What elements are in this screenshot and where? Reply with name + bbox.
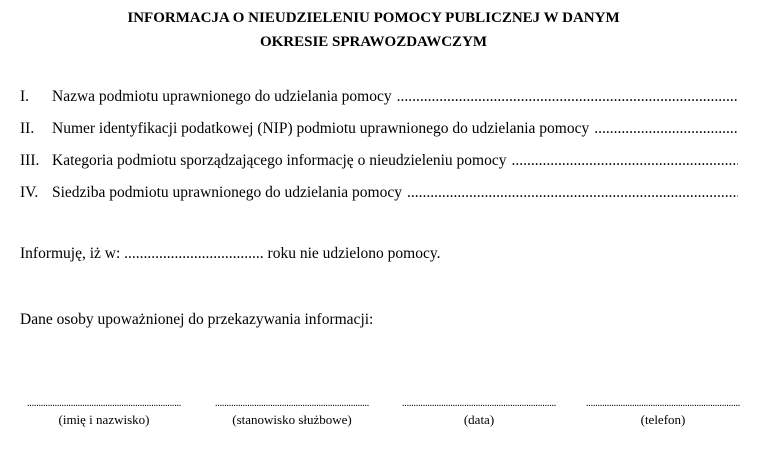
signature-dotted-line[interactable]: [586, 398, 740, 410]
field-row-kategoria: [20, 150, 738, 172]
document-title-line-2: OKRESIE SPRAWOZDAWCZYM: [259, 34, 488, 50]
field-row-siedziba: [20, 182, 738, 204]
item-number: II.: [20, 120, 35, 137]
signature-dotted-line[interactable]: [402, 398, 556, 410]
field-row-nazwa: [20, 86, 738, 108]
item-number: IV.: [20, 184, 39, 201]
fill-in-dotted-line[interactable]: [512, 150, 739, 172]
signature-dotted-line[interactable]: [27, 398, 181, 410]
signature-caption: (stanowisko służbowe): [232, 412, 352, 427]
signature-field-name: [27, 398, 181, 428]
informuje-statement: [20, 243, 440, 265]
signature-caption: (data): [463, 412, 495, 427]
item-label: Nazwa podmiotu uprawnionego do udzielania pomocy: [52, 88, 392, 105]
informuje-suffix: roku nie udzielono pomocy.: [267, 245, 441, 262]
item-label: Kategoria podmiotu sporządzającego informację o nieudzieleniu pomocy: [52, 152, 507, 169]
document-title-line-1: INFORMACJA O NIEUDZIELENIU POMOCY PUBLICZNEJ W DANYM: [127, 10, 620, 26]
field-row-nip: [20, 118, 738, 140]
fill-in-dotted-line[interactable]: [407, 182, 738, 204]
item-label: Siedziba podmiotu uprawnionego do udzielania pomocy: [52, 184, 402, 201]
item-number: I.: [20, 88, 30, 105]
signature-dotted-line[interactable]: [215, 398, 369, 410]
fill-in-dotted-line[interactable]: [397, 86, 738, 108]
signature-field-position: [215, 398, 369, 428]
authorized-person-label: Dane osoby upoważnionej do przekazywania informacji:: [20, 311, 374, 328]
period-blank[interactable]: ....................................: [124, 245, 264, 262]
signature-caption: (imię i nazwisko): [58, 412, 150, 427]
signature-caption: (telefon): [640, 412, 686, 427]
informuje-prefix: Informuję, iż w:: [20, 245, 121, 262]
item-label: Numer identyfikacji podatkowej (NIP) podmiotu uprawnionego do udzielania pomocy: [52, 120, 590, 137]
signature-field-phone: [586, 398, 740, 428]
signature-field-date: [402, 398, 556, 428]
item-number: III.: [20, 152, 40, 169]
fill-in-dotted-line[interactable]: [594, 118, 738, 140]
